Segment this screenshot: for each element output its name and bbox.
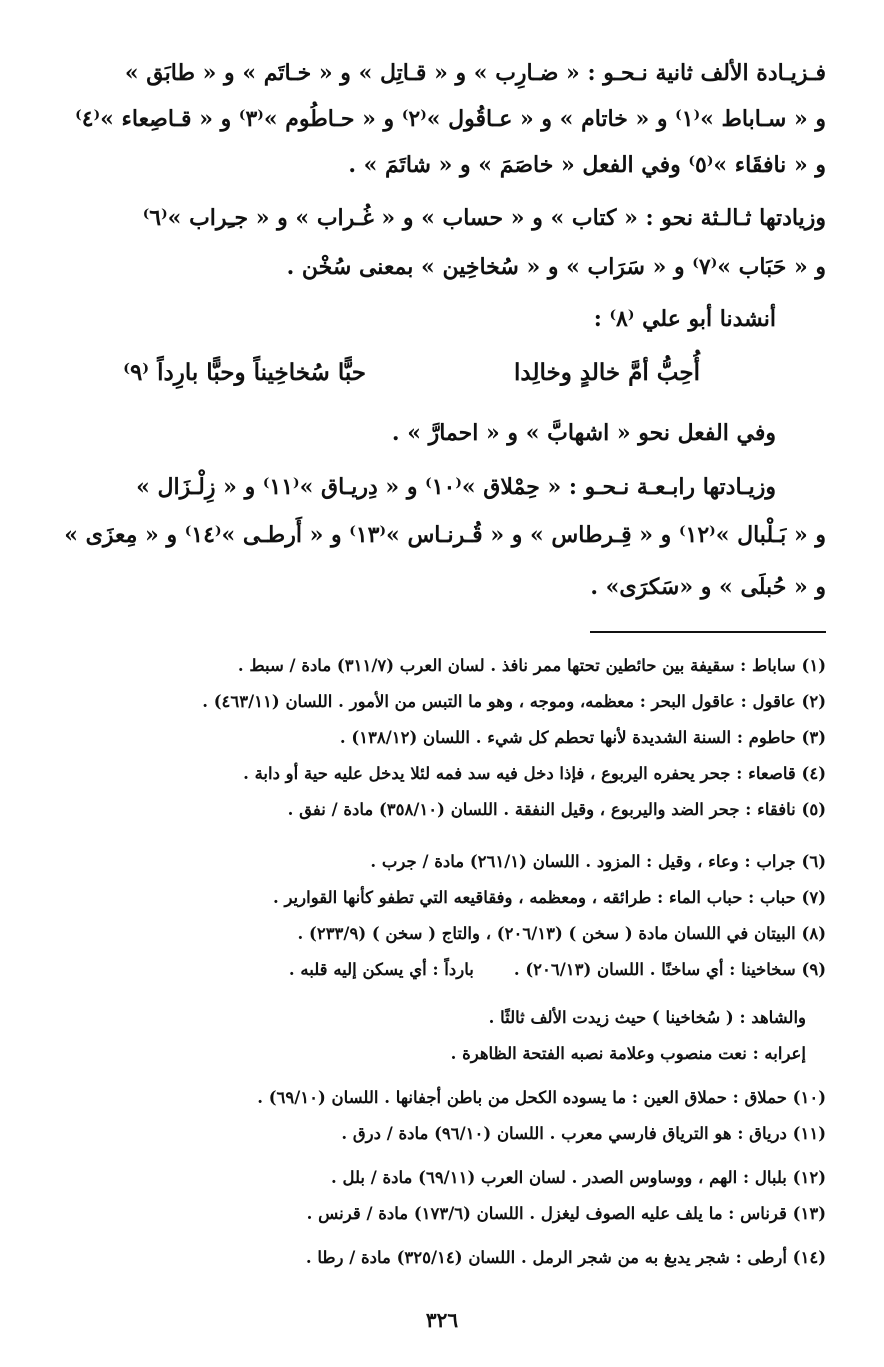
footnote-1: (١) ساباط : سقيفة بين حائطين تحتها ممر نافذ . لسان العرب (٣١١/٧) مادة / سبط . xyxy=(237,656,826,675)
footnote-14: (١٤) أرطى : شجر يدبغ به من شجر الرمل . اللسان (٣٢٥/١٤) مادة / رطا . xyxy=(305,1248,826,1267)
verse-hemistich-1: أُحِبُّ أمَّ خالدٍ وخالِدا xyxy=(514,359,700,386)
footnote-9-extra: بارداً : أي يسكن إليه قلبه . xyxy=(288,960,474,979)
footnote-13: (١٣) قرناس : ما يلف عليه الصوف ليغزل . اللسان (١٧٣/٦) مادة / قرنس . xyxy=(306,1204,826,1223)
body-line-3: و « نافقَاء »⁽٥⁾ وفي الفعل « خاصَمَ » و « شاتَمَ » . xyxy=(348,152,826,178)
footnote-6: (٦) جراب : وعاء ، وقيل : المزود . اللسان (٢٦١/١) مادة / جرب . xyxy=(370,852,826,871)
body-line-2: و « سـاباط »⁽١⁾ و « خاتام » و « عـاقُول »⁽٢⁾ و « حـاطُوم »⁽٣⁾ و « قـاصِعاء »⁽٤⁾ xyxy=(75,106,826,132)
body-line-10: و « حُبلَى » و «سَكرَى» . xyxy=(590,574,826,600)
footnote-8: (٨) البيتان في اللسان مادة ( سخن ) (٢٠٦/١٣) ، والتاج ( سخن ) (٢٣٣/٩) . xyxy=(297,924,826,943)
body-line-4: وزيادتها ثـالـثة نحو : « كتاب » و « حساب » و « غُـراب » و « جـِراب »⁽٦⁾ xyxy=(142,205,826,231)
footnote-9-shahid: والشاهد : ( سُخاخينا ) حيث زيدت الألف ثالثًا . xyxy=(488,1008,806,1027)
footnote-4: (٤) قاصعاء : جحر يحفره اليربوع ، فإذا دخل فيه سد فمه لئلا يدخل عليه حية أو دابة . xyxy=(243,764,826,783)
footnote-10: (١٠) حملاق : حملاق العين : ما يسوده الكحل من باطن أجفانها . اللسان (٦٩/١٠) . xyxy=(257,1088,826,1107)
footnote-separator xyxy=(590,631,826,633)
footnote-9 xyxy=(289,958,826,982)
footnote-12: (١٢) بلبال : الهم ، ووساوس الصدر . لسان العرب (٦٩/١١) مادة / بلل . xyxy=(330,1168,826,1187)
verse-hemistich-2: حبًّا سُخاخِيناً وحبًّا بارِداً ⁽٩⁾ xyxy=(123,359,366,386)
body-line-7: وفي الفعل نحو « اشهابَّ » و « احمارَّ » . xyxy=(391,420,776,446)
footnote-9-main: (٩) سخاخينا : أي ساخنًا . اللسان (٢٠٦/١٣) . xyxy=(513,960,826,979)
footnote-5: (٥) نافقاء : جحر الضد واليربوع ، وقيل النفقة . اللسان (٣٥٨/١٠) مادة / نفق . xyxy=(287,800,826,819)
body-line-8: وزيـادتها رابـعـة نـحـو : « حِمْلاق »⁽١٠⁾ و « دِريـاق »⁽١١⁾ و « زِلْـزَال » xyxy=(136,474,776,500)
footnote-2: (٢) عاقول : عاقول البحر : معظمه، وموجه ، وهو ما التبس من الأمور . اللسان (٤٦٣/١١) . xyxy=(202,692,826,711)
body-line-6: أنشدنا أبو علي ⁽٨⁾ : xyxy=(593,306,776,332)
footnote-9-irab: إعرابه : نعت منصوب وعلامة نصبه الفتحة الظاهرة . xyxy=(450,1044,806,1063)
page-number: ٣٢٦ xyxy=(425,1308,459,1332)
footnote-3: (٣) حاطوم : السنة الشديدة لأنها تحطم كل شيء . اللسان (١٣٨/١٢) . xyxy=(339,728,826,747)
footnote-7: (٧) حباب : حباب الماء : طرائقه ، ومعظمه ، وفقاقيعه التي تطفو كأنها القوارير . xyxy=(272,888,826,907)
body-line-5: و « حَبَاب »⁽٧⁾ و « سَرَاب » و « سُخاخِين » بمعنى سُخْن . xyxy=(286,254,826,280)
body-line-1: فـزيـادة الألف ثانية نـحـو : « ضـارِب » و « قـاتِل » و « خـاتَم » و « طابَق » xyxy=(124,60,826,86)
footnote-11: (١١) درياق : هو الترياق فارسي معرب . اللسان (٩٦/١٠) مادة / درق . xyxy=(341,1124,826,1143)
body-line-9: و « بَـلْبال »⁽١٢⁾ و « قِـرطاس » و « قُـرنـاس »⁽١٣⁾ و « أَرطـى »⁽١٤⁾ و « مِعزَى » xyxy=(64,522,826,548)
